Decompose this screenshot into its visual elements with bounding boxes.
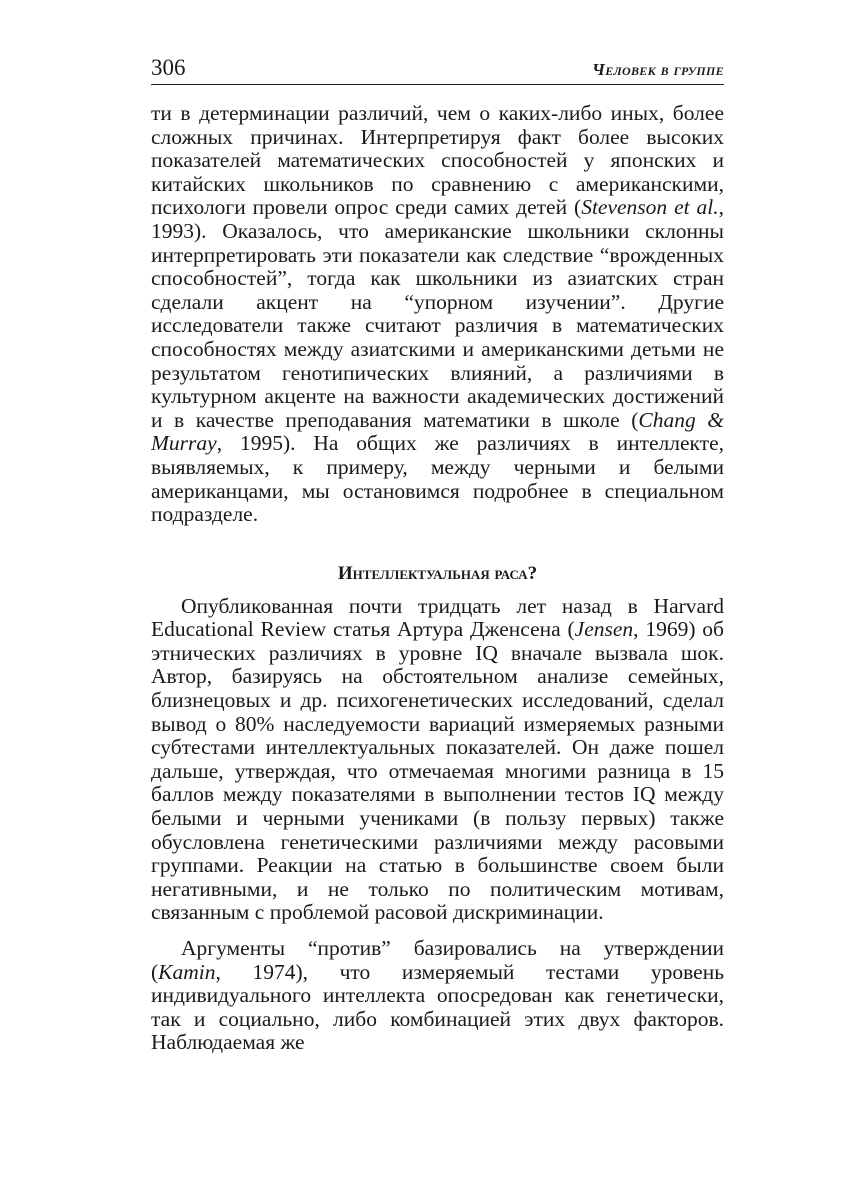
paragraph-2: [151, 595, 724, 925]
body-text: [151, 102, 724, 1055]
paragraph-2-text-b: , 1969) об этнических различиях в уровне IQ вначале вызвала шок. Автор, базируясь на обстоятельном анализе семейных, близнецовых и др. психогенетических исследований, сделал вывод о 80% наследуемости вариаций измеряемых разными субтестами интеллектуальных показателей. Он даже пошел дальше, утверждая, что отмечаемая многими разница в 15 баллов между показателями в выполнении тестов IQ между белыми и черными учениками (в пользу первых) также обусловлена генетическими различиями между расовыми группами. Реакции на статью в большинстве своем были негативными, и не только по политическим мотивам, связанным с проблемой расовой дискриминации.: [151, 617, 724, 925]
paragraph-1-text-c: , 1995). На общих же различиях в интеллекте, выявляемых, к примеру, между черными и белыми американцами, мы остановимся подробнее в специальном подразделе.: [151, 431, 724, 527]
page-number: 306: [151, 55, 186, 80]
paragraph-1-text-b: , 1993). Оказалось, что американские школьники склонны интерпретировать эти показатели как следствие “врожденных способностей”, тогда как школьники из азиатских стран сделали акцент на “упорном изучении”. Другие исследователи также считают различия в математических способностях между азиатскими и американскими детьми не результатом генотипических влияний, а различиями в культурном акценте на важности академических достижений и в качестве преподавания математики в школе (: [151, 195, 724, 432]
section-title: Человек в группе: [592, 60, 724, 79]
paragraph-1-text-a: ти в детерминации различий, чем о каких-либо иных, более сложных причинах. Интерпретируя факт более высоких показателей математических способностей у японских и китайских школьников по сравнению с американскими, психологи провели опрос среди самих детей (: [151, 101, 724, 220]
citation-jensen: Jensen: [574, 617, 634, 642]
paragraph-2-text-a: Опубликованная почти тридцать лет назад в Harvard Educational Review статья Артура Дженсена (: [151, 593, 724, 642]
running-header: [151, 50, 724, 85]
paragraph-3: [151, 937, 724, 1055]
paragraph-3-text-b: , 1974), что измеряемый тестами уровень индивидуального интеллекта опосредован как генетически, так и социально, либо комбинацией этих двух факторов. Наблюдаемая же: [151, 959, 724, 1055]
citation-kamin: Kamin: [158, 959, 216, 984]
paragraph-1: [151, 102, 724, 527]
book-page: [151, 50, 724, 1055]
citation-chang-murray: Chang & Murray: [151, 407, 724, 456]
subsection-heading: Интеллектуальная раса?: [337, 562, 538, 584]
paragraph-3-text-a: Аргументы “против” базировались на утверждении (: [151, 936, 724, 984]
citation-stevenson: Stevenson et al.: [581, 195, 719, 220]
